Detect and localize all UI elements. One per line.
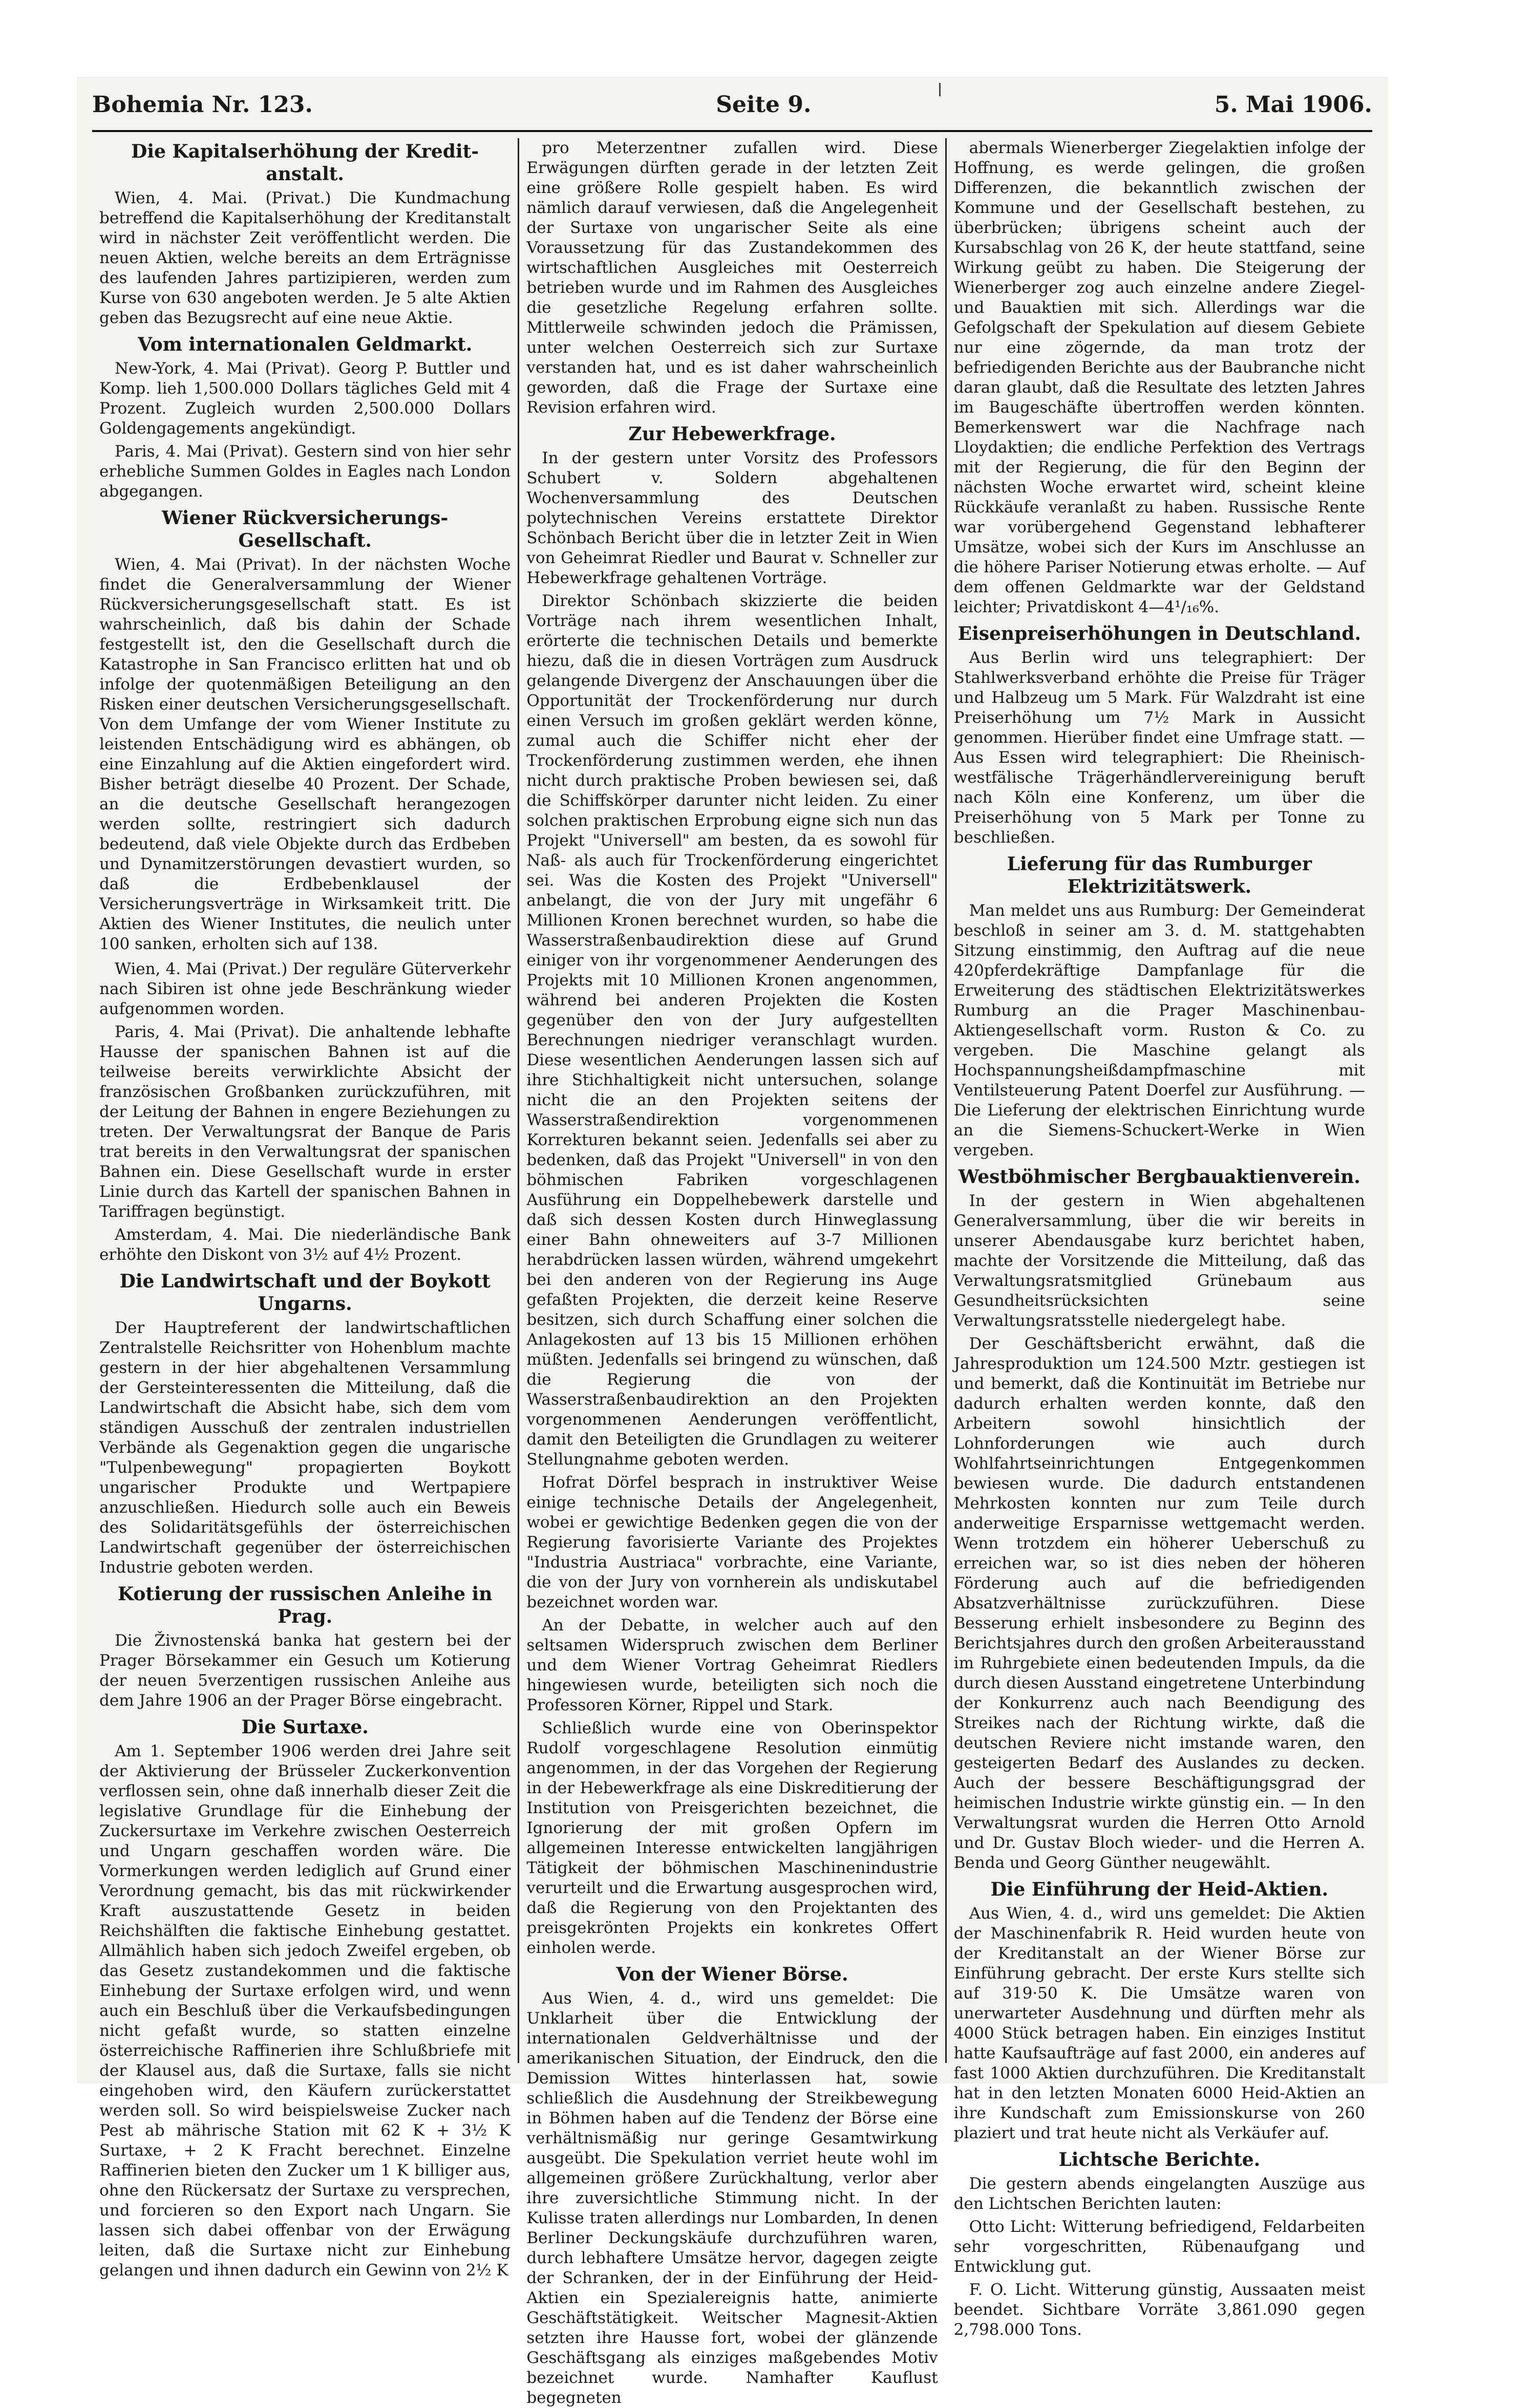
article xyxy=(99,507,510,954)
article xyxy=(954,138,1365,617)
article xyxy=(526,138,938,418)
column-2 xyxy=(518,138,945,2407)
page-header xyxy=(92,84,1372,125)
article-paragraph: In der gestern in Wien abgehaltenen Generalversammlung, über die wir bereits in unserer Abendausgabe kurz berichtet haben, machte der Vorsitzende die Mitteilung, daß das Verwaltungsratsmitglied Grünebaum aus Gesundheitsrücksichten seine Verwaltungsratsstelle niedergelegt habe. xyxy=(953,1192,1365,1330)
article-paragraph: Aus Wien, 4. d., wird uns gemeldet: Die Unklarheit über die Entwicklung der internationalen Geldverhältnisse und der amerikanischen Situation, der Eindruck, den die Demission Wittes hinterlassen hat, sowie schließlich die Ausdehnung der Streikbewegung in Böhmen haben auf die Tendenz der Börse eine verhältnismäßig nur geringe Gesamtwirkung ausgeübt. Die Spekulation verriet heute wohl im allgemeinen größere Zurückhaltung, verlor aber ihre zuversichtliche Stimmung nicht. In der Kulisse traten allerdings nur Lombarden, In denen Berliner Deckungskäufe durchzuführen waren, durch lebhaftere Umsätze hervor, dagegen zeigte der Schranken, der in der Einführung der Heid-Aktien ein Spezialereignis hatte, animierte Geschäftstätigkeit. Weitscher Magnesit-Aktien setzten ihre Hausse fort, wobei der glänzende Geschäftsgang als einziges maßgebendes Motiv bezeichnet wurde. Namhafter Kauflust begegneten xyxy=(526,1989,938,2407)
article-headline: Die Kapitalserhöhung der Kredit-anstalt. xyxy=(131,141,479,185)
article-paragraph: Otto Licht: Witterung befriedigend, Feldarbeiten sehr vorgeschritten, Rübenaufgang und Entwicklung gut. xyxy=(953,2218,1365,2276)
article-paragraph: Der Geschäftsbericht erwähnt, daß die Jahresproduktion um 124.500 Mztr. gestiegen ist und bemerkt, daß die Kontinuität im Betriebe nur dadurch erhalten werden konnte, daß den Arbeitern sowohl hinsichtlich der Lohnforderungen wie auch durch Wohlfahrtseinrichtungen Entgegenkommen bewiesen wurde. Die dadurch entstandenen Mehrkosten konnten nur zum Teile durch anderweitige Ersparnisse wettgemacht werden. Wenn trotzdem ein höherer Ueberschuß zu erreichen war, so ist dies neben der höheren Förderung auch auf die befriedigenden Absatzverhältnisse zurückzuführen. Diese Besserung erhielt insbesondere zu Beginn des Berichtsjahres durch den großen Arbeiterausstand im Ruhrgebiete einen bedeutenden Impuls, da die durch diesen Ausstand eingetretene Unterbindung der Konkurrenz auch nach Beendigung des Streikes nach der Richtung wirkte, daß die deutschen Reviere nicht imstande waren, den gesteigerten Bedarf des Auslandes zu decken. Auch der bessere Beschäftigungsgrad der heimischen Industrie wirkte günstig ein. — In den Verwaltungsrat wurden die Herren Otto Arnold und Dr. Gustav Bloch wieder- und die Herren A. Benda und Georg Günther neugewählt. xyxy=(953,1335,1365,1872)
article-headline: Wiener Rückversicherungs-Gesellschaft. xyxy=(161,507,449,551)
article xyxy=(954,853,1365,1160)
article-paragraph: Direktor Schönbach skizzierte die beiden Vorträge nach ihrem wesentlichen Inhalt, erörterte die technischen Details und bemerkte hiezu, daß die in diesen Vorträgen zum Ausdruck gelangende Divergenz der Anschauungen über die Opportunität der Trockenförderung nur durch einen Versuch im großen geklärt werden könne, zumal auch die Schiffer nicht eher der Trockenförderung zustimmen werden, ehe ihnen nicht durch praktische Proben bewiesen sei, daß die Schiffskörper darunter nicht leiden. Zu einer solchen praktischen Erprobung eigne sich nun das Projekt "Universell" am besten, da es sowohl für Naß- als auch für Trockenförderung eingerichtet sei. Was die Kosten des Projekt "Universell" anbelangt, die von der Jury mit ungefähr 6 Millionen Kronen berechnet wurden, so habe die Wasserstraßenbaudirektion diese auf Grund einiger von ihr vorgenommener Aenderungen des Projekts mit 10 Millionen Kronen angenommen, während bei anderen Projekten die Kosten gegenüber den von der Jury aufgestellten Berechnungen niedriger veranschlagt wurden. Diese wesentlichen Aenderungen lassen sich auf ihre Stichhaltigkeit nicht untersuchen, solange nicht die an den Projekten seitens der Wasserstraßendirektion vorgenommenen Korrekturen bekannt seien. Jedenfalls sei aber zu bedenken, daß das Projekt "Universell" in von den böhmischen Fabriken vorgeschlagenen Ausführung ein Doppelhebewerk darstelle und daß sich dessen Kosten durch Hinweglassung einer Bahn ohneweiters auf 3-7 Millionen herabdrücken lassen würden, während umgekehrt bei den anderen von der Regierung ins Auge gefaßten Projekten, die derzeit keine Reserve besitzen, sich durch Schaffung einer solchen die Anlagekosten auf 13 bis 15 Millionen erhöhen müßten. Jedenfalls sei bringend zu wünschen, daß die Regierung die von der Wasserstraßenbaudirektion an den Projekten vorgenommenen Aenderungen veröffentlicht, damit den Beteiligten die Grundlagen zu weiterer Stellungnahme geboten werden. xyxy=(526,592,938,1469)
article-headline: Kotierung der russischen Anleihe in Prag. xyxy=(117,1583,493,1627)
article-paragraph: Aus Berlin wird uns telegraphiert: Der Stahlwerksverband erhöhte die Preise für Träger und Halbzeug um 5 Mark. Für Walzdraht ist eine Preiserhöhung um 7½ Mark in Aussicht genommen. Hierüber findet eine Umfrage statt. — Aus Essen wird telegraphiert: Die Rheinisch-westfälische Trägerhändlervereinigung beruft nach Köln eine Konferenz, um über die Preiserhöhung von 5 Mark per Tonne zu beschließen. xyxy=(953,649,1365,847)
article-paragraph: New-York, 4. Mai (Privat). Georg P. Buttler und Komp. lieh 1,500.000 Dollars tägliches Geld mit 4 Prozent. Zugleich wurden 2,500.000 Dollars Goldengagements angekündigt. xyxy=(99,359,511,438)
article-paragraph: F. O. Licht. Witterung günstig, Aussaaten meist beendet. Sichtbare Vorräte 3,861.090 gegen 2,798.000 Tons. xyxy=(953,2281,1365,2339)
article-paragraph: Am 1. September 1906 werden drei Jahre seit der Aktivierung der Brüsseler Zuckerkonvention verflossen sein, ohne daß innerhalb dieser Zeit die legislative Grundlage für die Einhebung der Zuckersurtaxe im Verkehre zwischen Oesterreich und Ungarn geschaffen worden wäre. Die Vormerkungen werden lediglich auf Grund einer Verordnung gemacht, bis das mit rückwirkender Kraft auszustattende Gesetz in beiden Reichshälften die faktische Einhebung gestattet. Allmählich haben sich jedoch Zweifel ergeben, ob das Gesetz zustandekommen und die faktische Einhebung der Surtaxe erfolgen wird, und wenn auch ein Beschluß über die Verkaufsbedingungen nicht gefaßt wurde, so statten einzelne österreichische Raffinerien ihre Schlußbriefe mit der Klausel aus, daß die Surtaxe, falls sie nicht eingehoben wird, den Käufern zurückerstattet werden soll. So wird beispielsweise Zucker nach Pest ab mährische Station mit 62 K + 3½ K Surtaxe, + 2 K Fracht berechnet. Einzelne Raffinerien bieten den Zucker um 1 K billiger aus, ohne den Rückersatz der Surtaxe zu versprechen, und forcieren so den Export nach Ungarn. Sie lassen sich dabei offenbar von der Erwägung leiten, daß die Surtaxe nicht zur Einhebung gelangen und ihnen dadurch ein Gewinn von 2½ K xyxy=(99,1742,511,2280)
article xyxy=(99,959,510,1265)
article-paragraph: Wien, 4. Mai (Privat.) Der reguläre Güterverkehr nach Sibiren ist ohne jede Beschränkung wieder aufgenommen worden. xyxy=(99,960,511,1018)
article-paragraph: Aus Wien, 4. d., wird uns gemeldet: Die Aktien der Maschinenfabrik R. Heid wurden heute von der Kreditanstalt an der Wiener Börse zur Einführung gebracht. Der erste Kurs stellte sich auf 319·50 K. Die Umsätze waren von unerwarteter Ausdehnung und dürften mehr als 4000 Stück betragen haben. Ein einziges Institut hatte Kaufsaufträge auf fast 2000, ein anderes auf fast 1000 Aktien durchzuführen. Die Kreditanstalt hat in den letzten Monaten 6000 Heid-Aktien an ihre Kundschaft zum Emissionskurse von 260 plaziert und trat heute nicht als Verkäufer auf. xyxy=(953,1904,1365,2142)
header-page-number: Seite 9. xyxy=(716,91,812,118)
article xyxy=(526,423,938,1958)
article-headline: Zur Hebewerkfrage. xyxy=(628,423,836,445)
article-headline: Vom internationalen Geldmarkt. xyxy=(138,334,473,355)
article-paragraph: abermals Wienerberger Ziegelaktien infolge der Hoffnung, es werde gelingen, die großen Differenzen, die bekanntlich zwischen der Kommune und der Gesellschaft bestehen, zu überbrücken; übrigens scheint auch der Kursabschlag von 26 K, der heute stattfand, seine Wirkung geübt zu haben. Die Steigerung der Wienerberger zog auch einzelne andere Ziegel- und Bauaktien mit sich. Allerdings war die Gefolgschaft der Spekulation auf diesem Gebiete nur eine zögernde, da man trotz der befriedigenden Berichte aus der Baubranche nicht daran glaubt, daß die Resultate des letzten Jahres im Baugeschäfte übertroffen werden könnten. Bemerkenswert war die Nachfrage nach Lloydaktien; die endliche Perfektion des Vertrags mit der Regierung, die für den Beginn der nächsten Woche erwartet wird, scheint kleine Rückkäufe veranlaßt zu haben. Russische Rente war vorübergehend Gegenstand lebhafterer Umsätze, wobei sich der Kurs im Anschlusse an die höhere Pariser Notierung etwas erholte. — Auf dem offenen Geldmarkte war der Geldstand leichter; Privatdiskont 4—4¹/₁₆%. xyxy=(953,139,1365,616)
article xyxy=(954,1166,1365,1873)
article xyxy=(954,622,1365,848)
header-issue: Bohemia Nr. 123. xyxy=(92,91,313,118)
article-paragraph: Die gestern abends eingelangten Auszüge aus den Lichtschen Berichten lauten: xyxy=(953,2175,1365,2213)
article-paragraph: Die Živnostenská banka hat gestern bei der Prager Börsekammer ein Gesuch um Kotierung der neuen 5verzentigen russischen Anleihe aus dem Jahre 1906 an der Prager Börse eingebracht. xyxy=(99,1631,511,1710)
article xyxy=(526,1963,938,2408)
article-paragraph: Schließlich wurde eine von Oberinspektor Rudolf vorgeschlagene Resolution einmütig angenommen, in der das Vorgehen der Regierung in der Hebewerkfrage als eine Diskreditierung der Institution von Preisgerichten bezeichnet, die Ignorierung der mit großen Opfern im allgemeinen Interesse entwickelten langjährigen Tätigkeit der böhmischen Maschinenindustrie verurteilt und die Erwartung ausgesprochen wird, daß die Regierung von den Projektanten des preisgekrönten Projekts ein konkretes Offert einholen werde. xyxy=(526,1719,938,1957)
article-paragraph: Hofrat Dörfel besprach in instruktiver Weise einige technische Details der Angelegenheit, wobei er gewichtige Bedenken gegen die von der Regierung favorisierte Variante des Projektes "Industria Austriaca" vorbrachte, eine Variante, die von der Jury von vornherein als undiskutabel bezeichnet worden war. xyxy=(526,1473,938,1611)
header-date: 5. Mai 1906. xyxy=(1214,91,1372,118)
text-columns xyxy=(92,138,1372,2407)
article-paragraph: Man meldet uns aus Rumburg: Der Gemeinderat beschloß in seiner am 3. d. M. stattgehabten Sitzung einstimmig, den Auftrag auf die neue 420pferdekräftige Dampfanlage für die Erweiterung des städtischen Elektrizitätswerkes Rumburg an die Prager Maschinenbau-Aktiengesellschaft vorm. Ruston & Co. zu vergeben. Die Maschine gelangt als Hochspannungsheißdampfmaschine mit Ventilsteuerung Patent Doerfel zur Ausführung. — Die Lieferung der elektrischen Einrichtung wurde an die Siemens-Schuckert-Werke in Wien vergeben. xyxy=(953,901,1365,1159)
article-headline: Von der Wiener Börse. xyxy=(616,1964,848,1985)
article xyxy=(99,333,510,502)
article-paragraph: Wien, 4. Mai. (Privat.) Die Kundmachung betreffend die Kapitalserhöhung der Kreditanstalt wird in nächster Zeit veröffentlicht werden. Die neuen Aktien, welche bereits an dem Erträgnisse des laufenden Jahres partizipieren, werden zum Kurse von 630 angeboten werden. Je 5 alte Aktien geben das Bezugsrecht auf eine neue Aktie. xyxy=(99,189,511,327)
article-paragraph: pro Meterzentner zufallen wird. Diese Erwägungen dürften gerade in der letzten Zeit eine größere Rolle gespielt haben. Es wird nämlich darauf verwiesen, daß die Angelegenheit der Surtaxe von ungarischer Seite als eine Voraussetzung für das Zustandekommen des wirtschaftlichen Ausgleiches mit Oesterreich betrieben wurde und im Rahmen des Ausgleiches die gesetzliche Regelung erfahren sollte. Mittlerweile schwinden jedoch die Prämissen, unter welchen Oesterreich sich zur Surtaxe verstanden hat, und es ist daher wahrscheinlich geworden, daß die Frage der Surtaxe eine Revision erfahren wird. xyxy=(526,139,938,417)
article-paragraph: Paris, 4. Mai (Privat). Die anhaltende lebhafte Hausse der spanischen Bahnen ist auf die teilweise bereits verwirklichte Absicht der französischen Großbanken zurückzuführen, mit der Leitung der Bahnen in engere Beziehungen zu treten. Der Verwaltungsrat der Banque de Paris trat bereits in den Verwaltungsrat der spanischen Bahnen ein. Diese Gesellschaft wurde in erster Linie durch das Kartell der spanischen Bahnen in Tariffragen begünstigt. xyxy=(99,1023,511,1221)
article xyxy=(99,1583,510,1711)
article xyxy=(99,140,510,328)
header-rule xyxy=(92,130,1372,132)
article-paragraph: Amsterdam, 4. Mai. Die niederländische Bank erhöhte den Diskont von 3½ auf 4½ Prozent. xyxy=(99,1226,511,1264)
article-paragraph: In der gestern unter Vorsitz des Professors Schubert v. Soldern abgehaltenen Wochenversammlung des Deutschen polytechnischen Vereins erstattete Direktor Schönbach Bericht über die in letzter Zeit in Wien von Geheimrat Riedler und Baurat v. Schneller zur Hebewerkfrage gehaltenen Vorträge. xyxy=(526,449,938,587)
article-headline: Westböhmischer Bergbauaktienverein. xyxy=(958,1166,1360,1188)
article-headline: Eisenpreiserhöhungen in Deutschland. xyxy=(958,623,1361,644)
article-headline: Lieferung für das Rumburger Elektrizitätswerk. xyxy=(1007,853,1312,897)
article xyxy=(99,1270,510,1578)
column-3 xyxy=(945,138,1372,2339)
article-headline: Die Surtaxe. xyxy=(241,1716,369,1738)
article xyxy=(99,1716,510,2281)
article xyxy=(954,1878,1365,2143)
newspaper-page xyxy=(77,77,1388,2407)
article-paragraph: Wien, 4. Mai (Privat). In der nächsten Woche findet die Generalversammlung der Wiener Rückversicherungsgesellschaft statt. Es ist wahrscheinlich, daß bis dahin der Schade festgestellt ist, den die Gesellschaft durch die Katastrophe in San Francisco erlitten hat und ob infolge der quotenmäßigen Beteiligung an den Risken einer deutschen Versicherungsgesellschaft. Von dem Umfange der vom Wiener Institute zu leistenden Entschädigung wird es abhängen, ob eine Einzahlung auf die Aktien eingefordert wird. Bisher beträgt dieselbe 40 Prozent. Der Schade, an die deutsche Gesellschaft herangezogen werden sollte, restringiert sich dadurch bedeutend, daß viele Objekte durch das Erdbeben und Dynamitzerstörungen devastiert wurden, so daß die Erdbebenklausel der Versicherungsverträge in Wirksamkeit tritt. Die Aktien des Wiener Institutes, die neulich unter 100 sanken, erholten sich auf 138. xyxy=(99,555,511,953)
column-1 xyxy=(92,138,518,2280)
article-paragraph: Paris, 4. Mai (Privat). Gestern sind von hier sehr erhebliche Summen Goldes in Eagles nach London abgegangen. xyxy=(99,442,511,501)
article xyxy=(954,2148,1365,2340)
article-headline: Die Landwirtschaft und der Boykott Ungarns. xyxy=(119,1271,491,1315)
article-paragraph: An der Debatte, in welcher auch auf den seltsamen Widerspruch zwischen dem Berliner und dem Wiener Vortrag Geheimrat Riedlers hingewiesen wurde, beteiligten sich noch die Professoren Körner, Rippel und Stark. xyxy=(526,1616,938,1714)
article-headline: Lichtsche Berichte. xyxy=(1058,2149,1261,2170)
article-paragraph: Der Hauptreferent der landwirtschaftlichen Zentralstelle Reichsritter von Hohenblum machte gestern in der hier abgehaltenen Versammlung der Gersteinteressenten die Mitteilung, daß die Landwirtschaft die Absicht habe, sich dem vom ständigen Ausschuß der zentralen industriellen Verbände als Gegenaktion gegen die ungarische "Tulpenbewegung" propagierten Boykott ungarischer Produkte und Wertpapiere anzuschließen. Hiedurch solle auch ein Beweis des Solidaritätsgefühls der österreichischen Landwirtschaft gegenüber der österreichischen Industrie geboten werden. xyxy=(99,1319,511,1577)
article-headline: Die Einführung der Heid-Aktien. xyxy=(990,1879,1329,1900)
